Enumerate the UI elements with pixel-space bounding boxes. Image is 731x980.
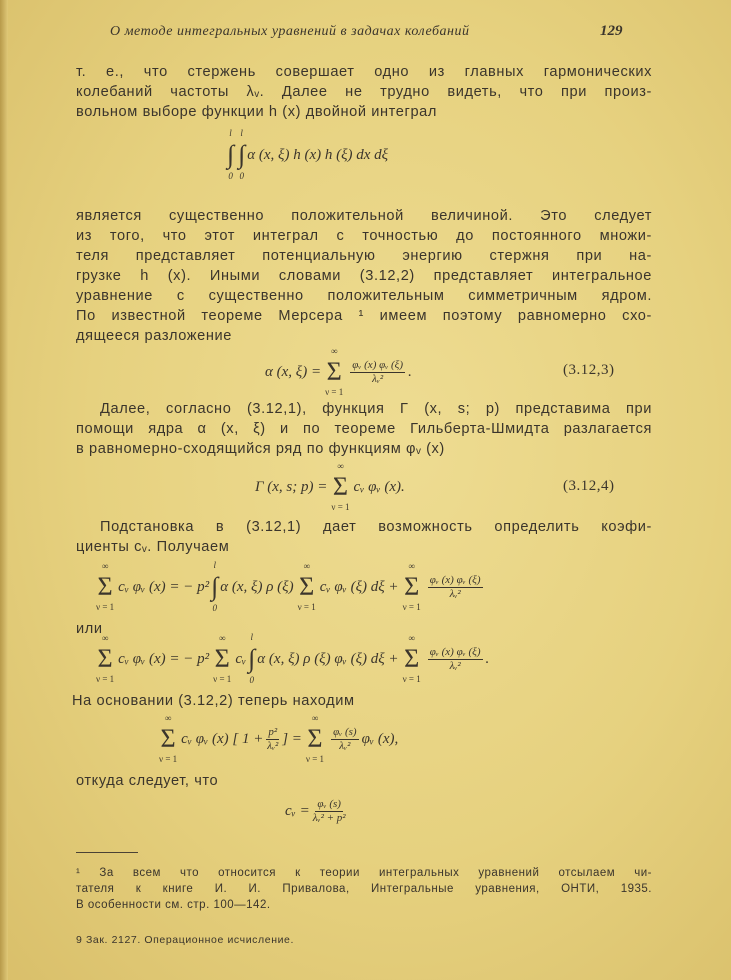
fraction: $\frac{\text{φᵥ (x) φᵥ (ξ)}}{\text{λᵥ²}}$: [429, 645, 481, 672]
sum-sign: ∞ Σ ν = 1: [305, 713, 325, 764]
sum-sign: ∞ Σ ν = 1: [402, 633, 421, 684]
equation-rhs: cᵥ φᵥ (x).: [353, 478, 405, 495]
text-line: или: [76, 621, 103, 637]
equation-lhs: α (x, ξ) =: [265, 363, 322, 380]
equation-lhs: cᵥ =: [285, 803, 310, 819]
text-line: грузке h (x). Иными словами (3.12,2) представляет интегральное: [76, 268, 652, 284]
integral-sign: l ∫ 0: [248, 632, 256, 685]
sum-sign: ∞ Σ ν = 1: [96, 633, 115, 684]
fraction: $\frac{\text{p²}}{\text{λᵥ²}}$: [267, 725, 279, 752]
text-line: вольном выборе функции h (x) двойной интеграл: [76, 104, 437, 120]
running-header: О методе интегральных уравнений в задачах колебаний: [110, 24, 470, 39]
fraction: $\frac{\text{φᵥ (s)}}{\text{λᵥ² + p²}}$: [312, 798, 346, 824]
text-line: теля представляет потенциальную энергию стержня при на-: [76, 248, 652, 264]
equation-part: φᵥ (x),: [361, 730, 399, 747]
sum-sign: ∞ Σ ν = 1: [325, 346, 344, 397]
footnote-line: В особенности см. стр. 100—142.: [76, 899, 271, 911]
punctuation: .: [485, 650, 490, 667]
equation-3-12-3: [265, 346, 412, 398]
equation-label: (3.12,4): [563, 478, 615, 494]
page-number: 129: [600, 23, 623, 39]
footnote-divider: [76, 852, 138, 853]
fraction: $\frac{\text{φᵥ (x) φᵥ (ξ)}}{\text{λᵥ²}}$: [429, 573, 481, 600]
text-line: Далее, согласно (3.12,1), функция Γ (x, s; p) представима при: [100, 401, 652, 417]
text-line: дящееся разложение: [76, 328, 232, 344]
sum-sign: ∞ Σ ν = 1: [297, 561, 316, 612]
text-line: в равномерно-сходящийся ряд по функциям φᵥ (x): [76, 441, 445, 457]
text-line: Подстановка в (3.12,1) дает возможность определить коэфи-: [100, 519, 652, 535]
fraction: $\frac{\text{φᵥ (x) φᵥ (ξ)}}{\text{λᵥ²}}$: [352, 358, 404, 385]
integrand: α (x, ξ) h (x) h (ξ) dx dξ: [247, 146, 389, 163]
equation-part: cᵥ φᵥ (x) = − p²: [118, 578, 210, 595]
sum-sign: ∞ Σ ν = 1: [331, 461, 350, 512]
text-line: откуда следует, что: [76, 773, 219, 789]
equation-rearranged: [92, 632, 489, 686]
text-line: из того, что этот интеграл с точностью до постоянного множи-: [76, 228, 652, 244]
equation-part: cᵥ: [235, 650, 247, 667]
equation-part: cᵥ φᵥ (x) = − p²: [118, 650, 210, 667]
text-line: является существенно положительной величиной. Это следует: [76, 208, 652, 224]
footnote-line: ¹ За всем что относится к теории интегральных уравнений отсылаем чи-: [76, 867, 652, 879]
equation-substitution: [92, 560, 486, 614]
footnote-line: тателя к книге И. И. Привалова, Интегральные уравнения, ОНТИ, 1935.: [76, 883, 652, 895]
equation-coefficients: [155, 713, 398, 765]
equation-3-12-4: [255, 461, 405, 513]
text-line: уравнение с существенно положительным симметричным ядром.: [76, 288, 652, 304]
equation-part: ] =: [282, 730, 302, 747]
equation-part: α (x, ξ) ρ (ξ): [220, 578, 294, 595]
text-line: циенты cᵥ. Получаем: [76, 539, 230, 555]
integral-sign: l ∫ 0: [238, 128, 246, 181]
page-edge: [0, 0, 8, 980]
equation-label: (3.12,3): [563, 362, 615, 378]
equation-lhs: Γ (x, s; p) =: [255, 478, 328, 495]
text-line: колебаний частоты λᵥ. Далее не трудно видеть, что при произ-: [76, 84, 652, 100]
text-line: На основании (3.12,2) теперь находим: [72, 693, 355, 709]
text-line: По известной теореме Мерсера ¹ имеем поэтому равномерно схо-: [76, 308, 652, 324]
equation-part: cᵥ φᵥ (ξ) dξ +: [319, 578, 399, 595]
printer-signature: 9 Зак. 2127. Операционное исчисление.: [76, 934, 295, 946]
sum-sign: ∞ Σ ν = 1: [96, 561, 115, 612]
equation-part: cᵥ φᵥ (x) [ 1 +: [181, 730, 264, 747]
integral-sign: l ∫ 0: [227, 128, 235, 181]
sum-sign: ∞ Σ ν = 1: [213, 633, 232, 684]
integral-sign: l ∫ 0: [211, 560, 219, 613]
fraction: $\frac{\text{φᵥ (s)}}{\text{λᵥ²}}$: [333, 725, 357, 752]
punctuation: .: [408, 363, 412, 380]
equation-double-integral: [225, 128, 388, 182]
sum-sign: ∞ Σ ν = 1: [402, 561, 421, 612]
equation-part: α (x, ξ) ρ (ξ) φᵥ (ξ) dξ +: [257, 650, 399, 667]
text-line: т. е., что стержень совершает одно из главных гармонических: [76, 64, 652, 80]
equation-c-nu: [285, 798, 349, 825]
sum-sign: ∞ Σ ν = 1: [159, 713, 178, 764]
text-line: помощи ядра α (x, ξ) и по теореме Гильберта-Шмидта разлагается: [76, 421, 652, 437]
